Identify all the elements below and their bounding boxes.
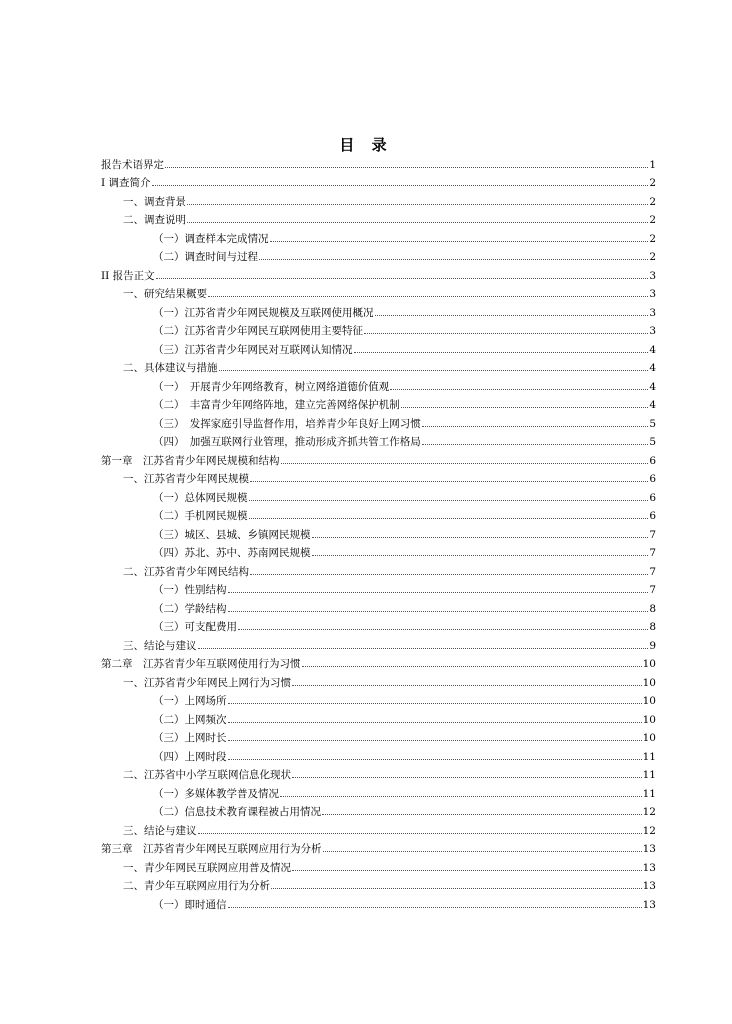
toc-entry[interactable] bbox=[101, 522, 656, 541]
toc-entry-page-number: 11 bbox=[642, 750, 656, 763]
toc-entry-label: 三、结论与建议 bbox=[123, 824, 197, 837]
dot-leader bbox=[156, 278, 649, 279]
toc-entry[interactable] bbox=[101, 485, 656, 504]
toc-entry-page-number: 13 bbox=[642, 843, 656, 855]
toc-entry-label: 一、江苏省青少年网民规模 bbox=[123, 473, 249, 485]
dot-leader bbox=[165, 167, 648, 168]
toc-entry[interactable] bbox=[101, 356, 656, 375]
dot-leader bbox=[323, 851, 642, 852]
dot-leader bbox=[401, 407, 649, 408]
toc-entry-page-number: 13 bbox=[642, 898, 656, 911]
dot-leader bbox=[354, 352, 649, 353]
dot-leader bbox=[187, 222, 648, 223]
toc-entry-label: （二） 丰富青少年网络阵地，建立完善网络保护机制 bbox=[153, 399, 400, 411]
toc-entry-page-number: 4 bbox=[649, 380, 656, 393]
toc-entry-page-number: 7 bbox=[649, 547, 656, 559]
toc-entry[interactable] bbox=[101, 596, 656, 615]
table-of-contents bbox=[101, 152, 656, 911]
toc-entry-label: （二）手机网民规模 bbox=[153, 510, 248, 522]
toc-entry-page-number: 9 bbox=[649, 639, 656, 652]
dot-leader bbox=[322, 814, 642, 815]
toc-entry-label: I 调查简介 bbox=[101, 177, 151, 189]
toc-entry-label: 二、青少年互联网应用行为分析 bbox=[123, 880, 270, 892]
toc-entry[interactable] bbox=[101, 263, 656, 282]
toc-entry[interactable] bbox=[101, 800, 656, 819]
toc-entry[interactable] bbox=[101, 670, 656, 689]
dot-leader bbox=[228, 740, 642, 741]
toc-entry-page-number: 7 bbox=[649, 565, 656, 578]
toc-entry[interactable] bbox=[101, 411, 656, 430]
dot-leader bbox=[228, 703, 642, 704]
toc-entry-page-number: 4 bbox=[649, 362, 656, 374]
toc-entry-label: （一） 开展青少年网络教育，树立网络道德价值观 bbox=[153, 380, 390, 393]
toc-entry-page-number: 6 bbox=[649, 454, 656, 467]
toc-entry[interactable] bbox=[101, 763, 656, 782]
toc-entry[interactable] bbox=[101, 300, 656, 319]
toc-entry-label: II 报告正文 bbox=[101, 269, 155, 282]
toc-entry-label: （一）多媒体教学普及情况 bbox=[153, 787, 279, 800]
toc-entry-label: （三）江苏省青少年网民对互联网认知情况 bbox=[153, 343, 353, 356]
toc-entry[interactable] bbox=[101, 226, 656, 245]
dot-leader bbox=[390, 389, 648, 390]
toc-entry-page-number: 10 bbox=[642, 713, 656, 726]
toc-entry-page-number: 3 bbox=[649, 288, 656, 300]
toc-entry-label: （二）上网频次 bbox=[153, 713, 227, 726]
toc-entry-page-number: 1 bbox=[649, 158, 656, 171]
toc-entry-page-number: 6 bbox=[649, 491, 656, 504]
toc-entry-label: 第二章 江苏省青少年互联网使用行为习惯 bbox=[101, 658, 301, 670]
toc-entry-label: 一、青少年网民互联网应用普及情况 bbox=[123, 861, 291, 874]
toc-entry[interactable] bbox=[101, 189, 656, 208]
dot-leader bbox=[250, 574, 648, 575]
toc-entry[interactable] bbox=[101, 337, 656, 356]
dot-leader bbox=[281, 463, 649, 464]
toc-entry-page-number: 5 bbox=[649, 436, 656, 448]
dot-leader bbox=[187, 204, 648, 205]
dot-leader bbox=[228, 722, 642, 723]
toc-entry-label: 第三章 江苏省青少年网民互联网应用行为分析 bbox=[101, 843, 322, 855]
toc-entry-label: 二、具体建议与措施 bbox=[123, 362, 218, 374]
toc-entry-page-number: 5 bbox=[649, 417, 656, 430]
toc-entry-label: （一）调查样本完成情况 bbox=[153, 232, 269, 245]
toc-entry-page-number: 11 bbox=[642, 769, 656, 781]
toc-entry-page-number: 10 bbox=[642, 732, 656, 744]
toc-entry-page-number: 2 bbox=[649, 195, 656, 208]
toc-entry[interactable] bbox=[101, 319, 656, 338]
dot-leader bbox=[228, 759, 642, 760]
dot-leader bbox=[280, 796, 642, 797]
toc-entry-label: （一）上网场所 bbox=[153, 695, 227, 707]
toc-entry[interactable] bbox=[101, 744, 656, 763]
dot-leader bbox=[228, 611, 649, 612]
toc-entry-label: （四）上网时段 bbox=[153, 750, 227, 763]
dot-leader bbox=[292, 870, 642, 871]
toc-entry[interactable] bbox=[101, 374, 656, 393]
toc-entry-page-number: 4 bbox=[649, 343, 656, 356]
toc-entry-page-number: 6 bbox=[649, 510, 656, 522]
dot-leader bbox=[208, 296, 648, 297]
toc-entry-label: （一）性别结构 bbox=[153, 584, 227, 596]
toc-entry-label: 二、江苏省中小学互联网信息化现状 bbox=[123, 769, 291, 781]
dot-leader bbox=[422, 444, 649, 445]
toc-entry[interactable] bbox=[101, 448, 656, 467]
dot-leader bbox=[238, 629, 648, 630]
toc-entry[interactable] bbox=[101, 707, 656, 726]
toc-entry-label: （二）调查时间与过程 bbox=[153, 251, 258, 263]
toc-entry[interactable] bbox=[101, 818, 656, 837]
toc-entry-label: 二、调查说明 bbox=[123, 214, 186, 226]
toc-entry-label: （四）苏北、苏中、苏南网民规模 bbox=[153, 547, 311, 559]
toc-entry[interactable] bbox=[101, 430, 656, 449]
toc-entry[interactable] bbox=[101, 781, 656, 800]
toc-entry-label: （二）江苏省青少年网民互联网使用主要特征 bbox=[153, 325, 363, 337]
toc-entry-page-number: 10 bbox=[642, 658, 656, 670]
toc-entry-page-number: 6 bbox=[649, 473, 656, 485]
toc-entry-label: 一、调查背景 bbox=[123, 195, 186, 208]
toc-entry[interactable] bbox=[101, 633, 656, 652]
toc-entry-label: （四） 加强互联网行业管理，推动形成齐抓共管工作格局 bbox=[153, 436, 421, 448]
toc-entry-page-number: 3 bbox=[649, 269, 656, 282]
toc-entry-label: （二）信息技术教育课程被占用情况 bbox=[153, 806, 321, 818]
dot-leader bbox=[312, 537, 649, 538]
toc-entry-label: 一、研究结果概要 bbox=[123, 288, 207, 300]
toc-entry-page-number: 2 bbox=[649, 214, 656, 226]
toc-entry-label: （一）江苏省青少年网民规模及互联网使用概况 bbox=[153, 306, 374, 319]
toc-entry-page-number: 11 bbox=[642, 787, 656, 800]
toc-entry-label: （三）上网时长 bbox=[153, 732, 227, 744]
toc-entry-page-number: 2 bbox=[649, 251, 656, 263]
toc-entry-label: 第一章 江苏省青少年网民规模和结构 bbox=[101, 454, 280, 467]
toc-entry[interactable] bbox=[101, 393, 656, 412]
toc-entry[interactable] bbox=[101, 171, 656, 190]
toc-entry[interactable] bbox=[101, 208, 656, 227]
toc-entry[interactable] bbox=[101, 559, 656, 578]
toc-entry-label: 三、结论与建议 bbox=[123, 639, 197, 652]
dot-leader bbox=[198, 648, 649, 649]
toc-entry-page-number: 2 bbox=[649, 232, 656, 245]
dot-leader bbox=[250, 481, 648, 482]
toc-entry-page-number: 8 bbox=[649, 621, 656, 633]
dot-leader bbox=[364, 333, 648, 334]
toc-entry[interactable] bbox=[101, 152, 656, 171]
dot-leader bbox=[249, 500, 649, 501]
toc-entry[interactable] bbox=[101, 541, 656, 560]
toc-entry-page-number: 13 bbox=[642, 880, 656, 892]
toc-entry-page-number: 10 bbox=[642, 676, 656, 689]
toc-entry-page-number: 7 bbox=[649, 584, 656, 596]
dot-leader bbox=[422, 426, 649, 427]
toc-entry-page-number: 10 bbox=[642, 695, 656, 707]
toc-entry-label: 报告术语界定 bbox=[101, 158, 164, 171]
toc-entry-page-number: 13 bbox=[642, 861, 656, 874]
toc-entry-page-number: 7 bbox=[649, 528, 656, 541]
toc-entry[interactable] bbox=[101, 892, 656, 911]
toc-entry-page-number: 3 bbox=[649, 325, 656, 337]
toc-entry-label: （三） 发挥家庭引导监督作用，培养青少年良好上网习惯 bbox=[153, 417, 421, 430]
dot-leader bbox=[292, 777, 642, 778]
toc-entry[interactable] bbox=[101, 245, 656, 264]
dot-leader bbox=[302, 666, 642, 667]
toc-entry-label: （一）总体网民规模 bbox=[153, 491, 248, 504]
toc-entry-label: 二、江苏省青少年网民结构 bbox=[123, 565, 249, 578]
toc-entry-label: 一、江苏省青少年网民上网行为习惯 bbox=[123, 676, 291, 689]
toc-entry[interactable] bbox=[101, 504, 656, 523]
toc-entry[interactable] bbox=[101, 855, 656, 874]
toc-entry[interactable] bbox=[101, 615, 656, 634]
toc-entry[interactable] bbox=[101, 874, 656, 893]
toc-entry-page-number: 12 bbox=[642, 806, 656, 818]
dot-leader bbox=[312, 555, 649, 556]
toc-entry[interactable] bbox=[101, 467, 656, 486]
dot-leader bbox=[259, 259, 648, 260]
dot-leader bbox=[219, 370, 649, 371]
dot-leader bbox=[228, 592, 649, 593]
toc-entry-label: （三）可支配费用 bbox=[153, 621, 237, 633]
toc-entry-page-number: 4 bbox=[649, 399, 656, 411]
dot-leader bbox=[249, 518, 649, 519]
toc-entry-page-number: 12 bbox=[642, 824, 656, 837]
toc-entry-label: （三）城区、县城、乡镇网民规模 bbox=[153, 528, 311, 541]
dot-leader bbox=[271, 888, 642, 889]
page-title: 目 录 bbox=[339, 136, 393, 154]
toc-entry[interactable] bbox=[101, 837, 656, 856]
toc-entry-page-number: 3 bbox=[649, 306, 656, 319]
dot-leader bbox=[375, 315, 649, 316]
dot-leader bbox=[228, 907, 642, 908]
toc-entry[interactable] bbox=[101, 578, 656, 597]
toc-entry[interactable] bbox=[101, 726, 656, 745]
dot-leader bbox=[270, 241, 649, 242]
toc-entry-page-number: 8 bbox=[649, 602, 656, 615]
toc-entry[interactable] bbox=[101, 282, 656, 301]
toc-entry-label: （一）即时通信 bbox=[153, 898, 227, 911]
toc-entry-label: （二）学龄结构 bbox=[153, 602, 227, 615]
dot-leader bbox=[198, 833, 642, 834]
dot-leader bbox=[152, 185, 649, 186]
toc-entry-page-number: 2 bbox=[649, 177, 656, 189]
toc-entry[interactable] bbox=[101, 652, 656, 671]
toc-entry[interactable] bbox=[101, 689, 656, 708]
dot-leader bbox=[292, 685, 642, 686]
